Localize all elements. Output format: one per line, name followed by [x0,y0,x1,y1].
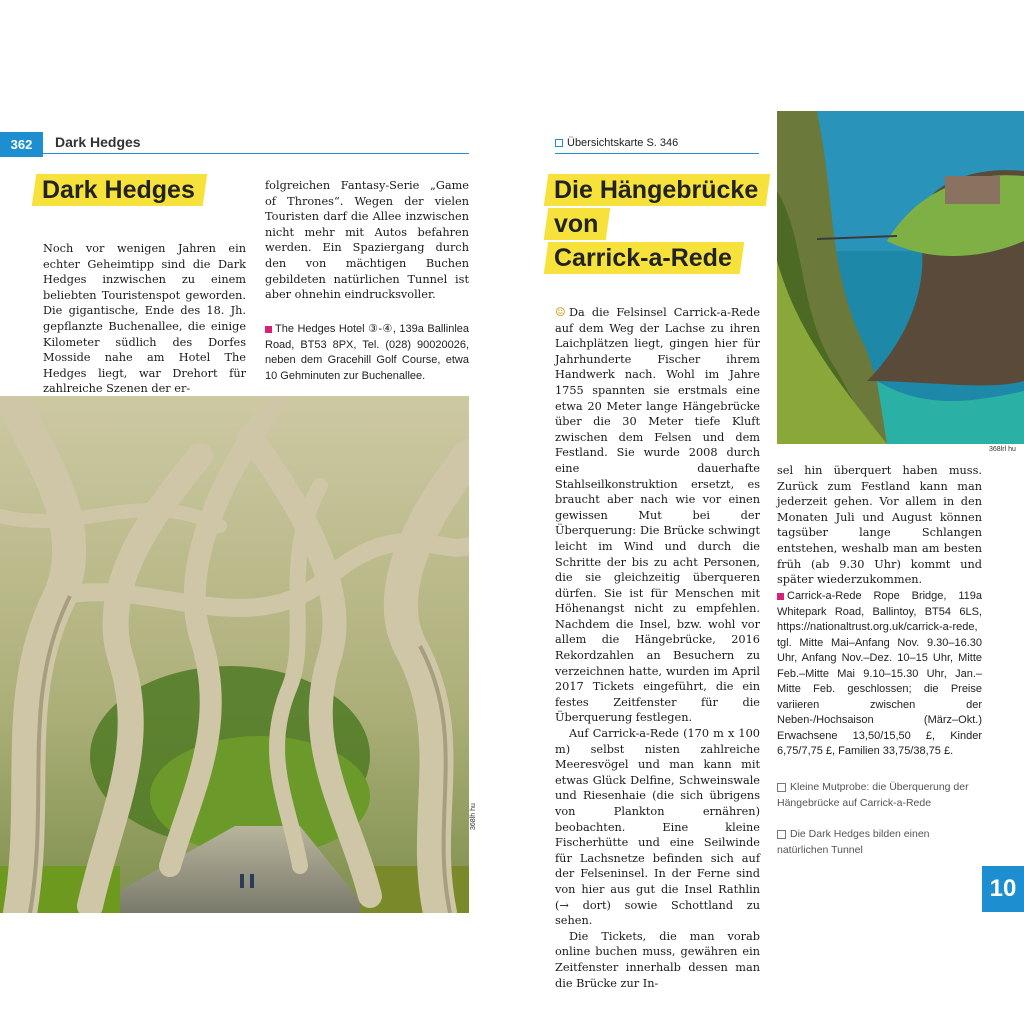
caption-hedges: Die Dark Hedges bilden einen natürlichen Tunnel [777,828,930,856]
family-icon: ☺ [555,305,566,319]
map-reference: Übersichtskarte S. 346 [555,137,678,149]
paragraph-2: Auf Carrick-a-Rede (170 m x 100 m) selbst nisten zahlreiche Meeresvögel und man kann mit etwas Glück Delfine, Schweinswale und Riesenhaie (die sich übrigens von Plankton ernähren) beobachten. Eine kleine Fischerhütte und eine Seilwinde für Lachsnetze befinden sich auf der Felseninsel. In der Ferne sind von hier aus gut die Insel Rathlin (→ dort) sowie Schottland zu sehen. [555,727,760,928]
info-marker-icon [777,593,784,600]
map-icon [555,139,563,147]
header-rule [43,153,469,154]
carrick-a-rede-photo [777,111,1024,444]
photo-credit-right: 368lrl hu [989,446,1016,453]
caption-arrow-left-icon [777,830,786,839]
body-column-right-1 [555,305,760,991]
photo-credit: 368lh hu [470,803,477,830]
header-rule-right [555,153,759,154]
info-block: The Hedges Hotel ③-④, 139a Ballinlea Road, BT53 8PX, Tel. (028) 90020026, neben dem Gracehill Golf Course, etwa 10 Gehminuten zur Buchenallee. [265,323,469,382]
info-marker-icon [265,326,272,333]
paragraph-1: Da die Felsinsel Carrick-a-Rede auf dem Weg der Lachse zu ihren Laichplätzen liegt, gingen hier für Jahrhunderte Fischer ihrem Handwerk nach. Wohl im Jahre 1755 spannten sie erstmals eine etwa 20 Meter lange Hängebrücke über die 30 Meter tiefe Kluft zwischen dem Felsen und dem Festland. Sie wurde 2008 durch eine dauerhafte Stahlseilkonstruktion ersetzt, es braucht aber nach wie vor einen gewissen Mut bei der Überquerung: Die Brücke schwingt leicht im Wind und durch die Schritte der bis zu acht Personen, die sie gleichzeitig überqueren dürfen. Sie ist für Menschen mit Höhenangst nicht zu empfehlen. Nachdem die Insel, bzw. wohl vor allem die Hängebrücke, 2016 Rekordzahlen an Besuchern zu verzeichnen hatte, wurden im April 2017 Tickets eingeführt, die ein festes Zeitfenster für die Überquerung festlegen. [555,306,760,725]
body-column-2: folgreichen Fantasy-Serie „Game of Thrones“. Wegen der vielen Touristen darf die Allee inzwischen nicht mehr mit Autos befahren werden. Ein Spaziergang durch den von mächtigen Buchen gebildeten natürlichen Tunnel ist aber ohnehin eindrucksvoller. [265,179,469,302]
page-number: 362 [0,132,43,157]
caption-arrow-up-icon [777,783,786,792]
section-title: Dark Hedges [34,174,205,206]
chapter-number-tab: 10 [982,866,1024,912]
info-block-right: Carrick-a-Rede Rope Bridge, 119a Whitepark Road, Ballintoy, BT54 6LS, https://nationaltrust.org.uk/carrick-a-rede, tgl. Mitte Mai–Anfang Nov. 9.30–16.30 Uhr, Anfang Nov.–Dez. 10–15 Uhr, Mitte Feb.–Mitte Mai 9.10–15.30 Uhr, Jan.–Mitte Feb. geschlossen; die Preise variieren zwischen der Neben-/Hochsaison (März–Okt.) Erwachsene 13,50/15,50 £, Kinder 6,75/7,75 £, Familien 33,75/38,75 £. [777,590,982,757]
body-column-right-2: sel hin überquert haben muss. Zurück zum Festland kann man jederzeit gehen. Vor allem in den Monaten Juli und August können tagsüber lange Schlangen entstehen, weshalb man am besten früh (ab 9.30 Uhr) kommt und später wiederzukommen. [777,464,982,587]
paragraph-3: Die Tickets, die man vorab online buchen muss, gewähren ein Zeitfenster innerhalb dessen man die Brücke zur In- [555,929,760,990]
running-head: Dark Hedges [55,134,141,150]
caption-bridge: Kleine Mutprobe: die Überquerung der Hängebrücke auf Carrick-a-Rede [777,781,969,809]
section-title-right: Die Hängebrücke von Carrick-a-Rede [546,174,768,274]
body-column-1: Noch vor wenigen Jahren ein echter Geheimtipp sind die Dark Hedges inzwischen zu einem beliebten Touristenspot geworden. Die gigantische, Ende des 18. Jh. gepflanzte Buchenallee, die einige Kilometer südlich des Dorfes Mosside nahe am Hotel The Hedges liegt, war Drehort für zahlreiche Szenen der er- [43,242,246,396]
dark-hedges-photo [0,396,469,913]
